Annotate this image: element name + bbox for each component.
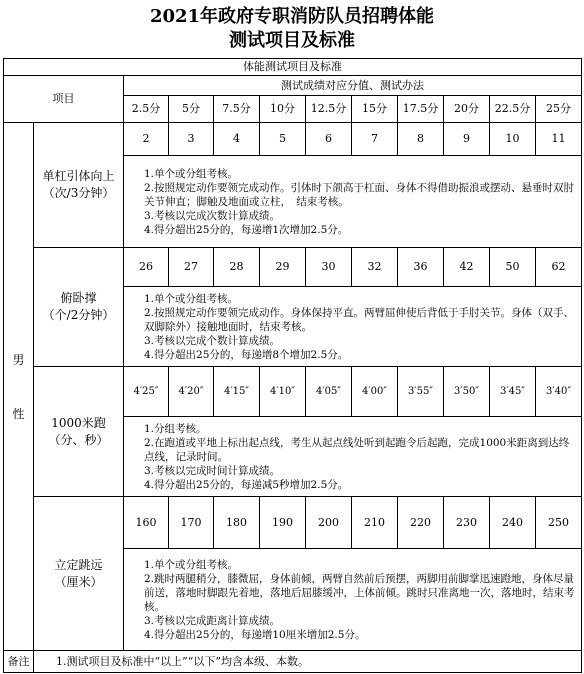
score-value: 7 [352, 123, 398, 156]
score-column-header: 5分 [169, 96, 214, 123]
item-name-pullups [34, 123, 124, 248]
rule-line: 3.考核以完成个数计算成绩。 [144, 334, 281, 347]
score-value: 180 [214, 497, 260, 549]
score-value: 250 [536, 497, 582, 549]
item-name-line1: 立定跳远 [54, 557, 103, 572]
score-value: 3′45″ [490, 367, 536, 417]
score-value: 4 [214, 123, 260, 156]
item-name-line2: （个/2分钟） [42, 308, 115, 322]
rule-line: 4.得分超出25分的，每递增1次增加2.5分。 [144, 223, 349, 236]
rule-line: 4.得分超出25分的，每递增10厘米增加2.5分。 [144, 628, 366, 641]
rule-line: 4.得分超出25分的，每递增8个增加2.5分。 [144, 348, 349, 361]
score-column-header: 22.5分 [490, 96, 536, 123]
score-value: 5 [260, 123, 306, 156]
item-name-line2: （厘米） [54, 574, 103, 589]
score-column-header: 7.5分 [214, 96, 260, 123]
score-value: 190 [260, 497, 306, 549]
score-column-header: 20分 [444, 96, 490, 123]
note-label: 备注 [4, 651, 34, 673]
item-rules [124, 287, 582, 367]
rule-line: 1.分组考核。 [144, 422, 207, 435]
rule-line: 1.单个或分组考核。 [144, 558, 239, 571]
item-column-header: 项目 [4, 76, 124, 123]
item-rules [124, 156, 582, 248]
score-value: 210 [352, 497, 398, 549]
item-name-line1: 俯卧撑 [60, 291, 97, 305]
score-value: 200 [306, 497, 352, 549]
score-column-header: 2.5分 [124, 96, 169, 123]
score-value: 3′40″ [536, 367, 582, 417]
score-value: 3′55″ [398, 367, 444, 417]
score-value: 4′05″ [306, 367, 352, 417]
item-name-long-jump [34, 497, 124, 651]
item-rules [124, 549, 582, 651]
score-value: 6 [306, 123, 352, 156]
gender-char-2: 性 [12, 406, 25, 421]
score-value: 50 [490, 248, 536, 287]
score-value: 28 [214, 248, 260, 287]
score-value: 4′15″ [214, 367, 260, 417]
score-column-header: 12.5分 [306, 96, 352, 123]
rule-line: 3.考核以完成距离计算成绩。 [144, 614, 281, 627]
score-value: 4′25″ [124, 367, 169, 417]
rule-line: 3.考核以完成次数计算成绩。 [144, 209, 281, 222]
rule-line: 2.在跑道或平地上标出起点线，考生从起点线处听到起跑令后起跑，完成1000米距离到达终点线，记录时间。 [144, 436, 570, 463]
scores-header: 测试成绩对应分值、测试办法 [124, 76, 582, 96]
score-value: 32 [352, 248, 398, 287]
score-value: 10 [490, 123, 536, 156]
rule-line: 1.单个或分组考核。 [144, 167, 239, 180]
score-value: 4′00″ [352, 367, 398, 417]
item-name-line1: 单杠引体向上 [42, 169, 115, 183]
rule-line: 1.单个或分组考核。 [144, 292, 239, 305]
item-name-line1: 1000米跑 [51, 415, 106, 430]
score-value: 11 [536, 123, 582, 156]
item-rules [124, 417, 582, 497]
score-value: 170 [169, 497, 214, 549]
score-value: 3′50″ [444, 367, 490, 417]
rule-line: 2.跳时两腿稍分，膝微屈，身体前倾，两臂自然前后预摆，两脚用前脚掌迅速蹬地，身体尽量前送，落地时脚跟先着地，落地后屈膝缓冲，上体前倾。跳时只准离地一次，落地时，结束考核。 [144, 572, 575, 613]
score-value: 2 [124, 123, 169, 156]
rule-line: 4.得分超出25分的，每递减5秒增加2.5分。 [144, 478, 349, 491]
score-value: 4′20″ [169, 367, 214, 417]
score-value: 3 [169, 123, 214, 156]
score-column-header: 10分 [260, 96, 306, 123]
score-value: 27 [169, 248, 214, 287]
document-title-line1: 2021年政府专职消防队员招聘体能 [149, 6, 435, 27]
score-column-header: 25分 [536, 96, 582, 123]
score-value: 30 [306, 248, 352, 287]
score-column-header: 15分 [352, 96, 398, 123]
score-value: 62 [536, 248, 582, 287]
score-value: 36 [398, 248, 444, 287]
item-name-line2: （分、秒） [48, 432, 109, 447]
score-value: 9 [444, 123, 490, 156]
score-value: 42 [444, 248, 490, 287]
rule-line: 2.按照规定动作要领完成动作。身体保持平直。两臂屈伸使后背低于手肘关节。身体（双手、双脚除外）接触地面时，结束考核。 [144, 306, 575, 333]
document-title-line2: 测试项目及标准 [229, 30, 355, 51]
gender-char-1: 男 [12, 352, 25, 367]
score-value: 4′10″ [260, 367, 306, 417]
score-value: 160 [124, 497, 169, 549]
score-value: 220 [398, 497, 444, 549]
item-name-pushups [34, 248, 124, 367]
standards-table [3, 58, 582, 673]
rule-line: 2.按照规定动作要领完成动作。引体时下颌高于杠面、身体不得借助振浪或摆动、悬垂时双肘关节伸直；脚触及地面或立柱， 结束考核。 [144, 181, 575, 208]
score-value: 26 [124, 248, 169, 287]
item-name-1000m-run [34, 367, 124, 497]
rule-line: 3.考核以完成时间计算成绩。 [144, 464, 281, 477]
score-value: 8 [398, 123, 444, 156]
score-value: 240 [490, 497, 536, 549]
score-value: 29 [260, 248, 306, 287]
gender-cell-male [4, 123, 34, 651]
table-header: 体能测试项目及标准 [4, 59, 582, 76]
note-text: 1.测试项目及标准中“以上”“以下”均含本级、本数。 [34, 651, 582, 673]
item-name-line2: （次/3分钟） [42, 186, 115, 200]
score-value: 230 [444, 497, 490, 549]
score-column-header: 17.5分 [398, 96, 444, 123]
